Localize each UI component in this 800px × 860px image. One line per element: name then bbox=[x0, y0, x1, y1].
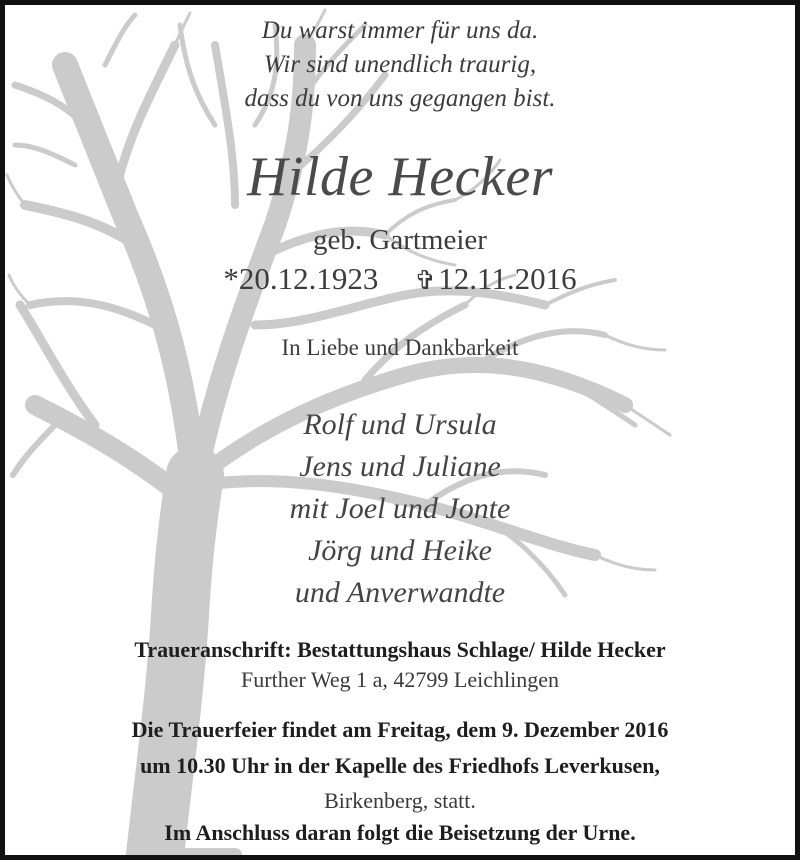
mourner-line-4: Jörg und Heike bbox=[308, 534, 492, 567]
maiden-name: geb. Gartmeier bbox=[313, 224, 487, 256]
thanks-line: In Liebe und Dankbarkeit bbox=[281, 335, 519, 360]
address-label: Traueranschrift: Bestattungshaus Schlage/ Hilde Hecker bbox=[134, 637, 666, 662]
motto-line-1: Du warst immer für uns da. bbox=[261, 17, 539, 44]
deceased-name: Hilde Hecker bbox=[246, 146, 554, 208]
mourner-line-5: und Anverwandte bbox=[294, 576, 506, 609]
mourner-line-1: Rolf und Ursula bbox=[303, 408, 497, 441]
motto-line-2: Wir sind unendlich traurig, bbox=[263, 51, 537, 78]
death-date: 12.11.2016 bbox=[438, 261, 577, 296]
life-dates bbox=[5, 261, 795, 297]
mourner-line-2: Jens und Juliane bbox=[299, 450, 501, 483]
ceremony-line-4: Im Anschluss daran folgt die Beisetzung der Urne. bbox=[164, 820, 636, 845]
ceremony-line-2: um 10.30 Uhr in der Kapelle des Friedhofs Leverkusen, bbox=[140, 753, 660, 778]
obituary-text bbox=[5, 5, 795, 855]
ceremony-line-3: Birkenberg, statt. bbox=[324, 788, 476, 813]
ceremony-line-1: Die Trauerfeier findet am Freitag, dem 9. Dezember 2016 bbox=[131, 717, 669, 742]
mourner-line-3: mit Joel und Jonte bbox=[289, 492, 511, 525]
cross-icon: ✞ bbox=[414, 266, 437, 295]
motto-line-3: dass du von uns gegangen bist. bbox=[244, 85, 556, 112]
birth-date: *20.12.1923 bbox=[223, 261, 379, 296]
address-street: Further Weg 1 a, 42799 Leichlingen bbox=[241, 667, 559, 692]
